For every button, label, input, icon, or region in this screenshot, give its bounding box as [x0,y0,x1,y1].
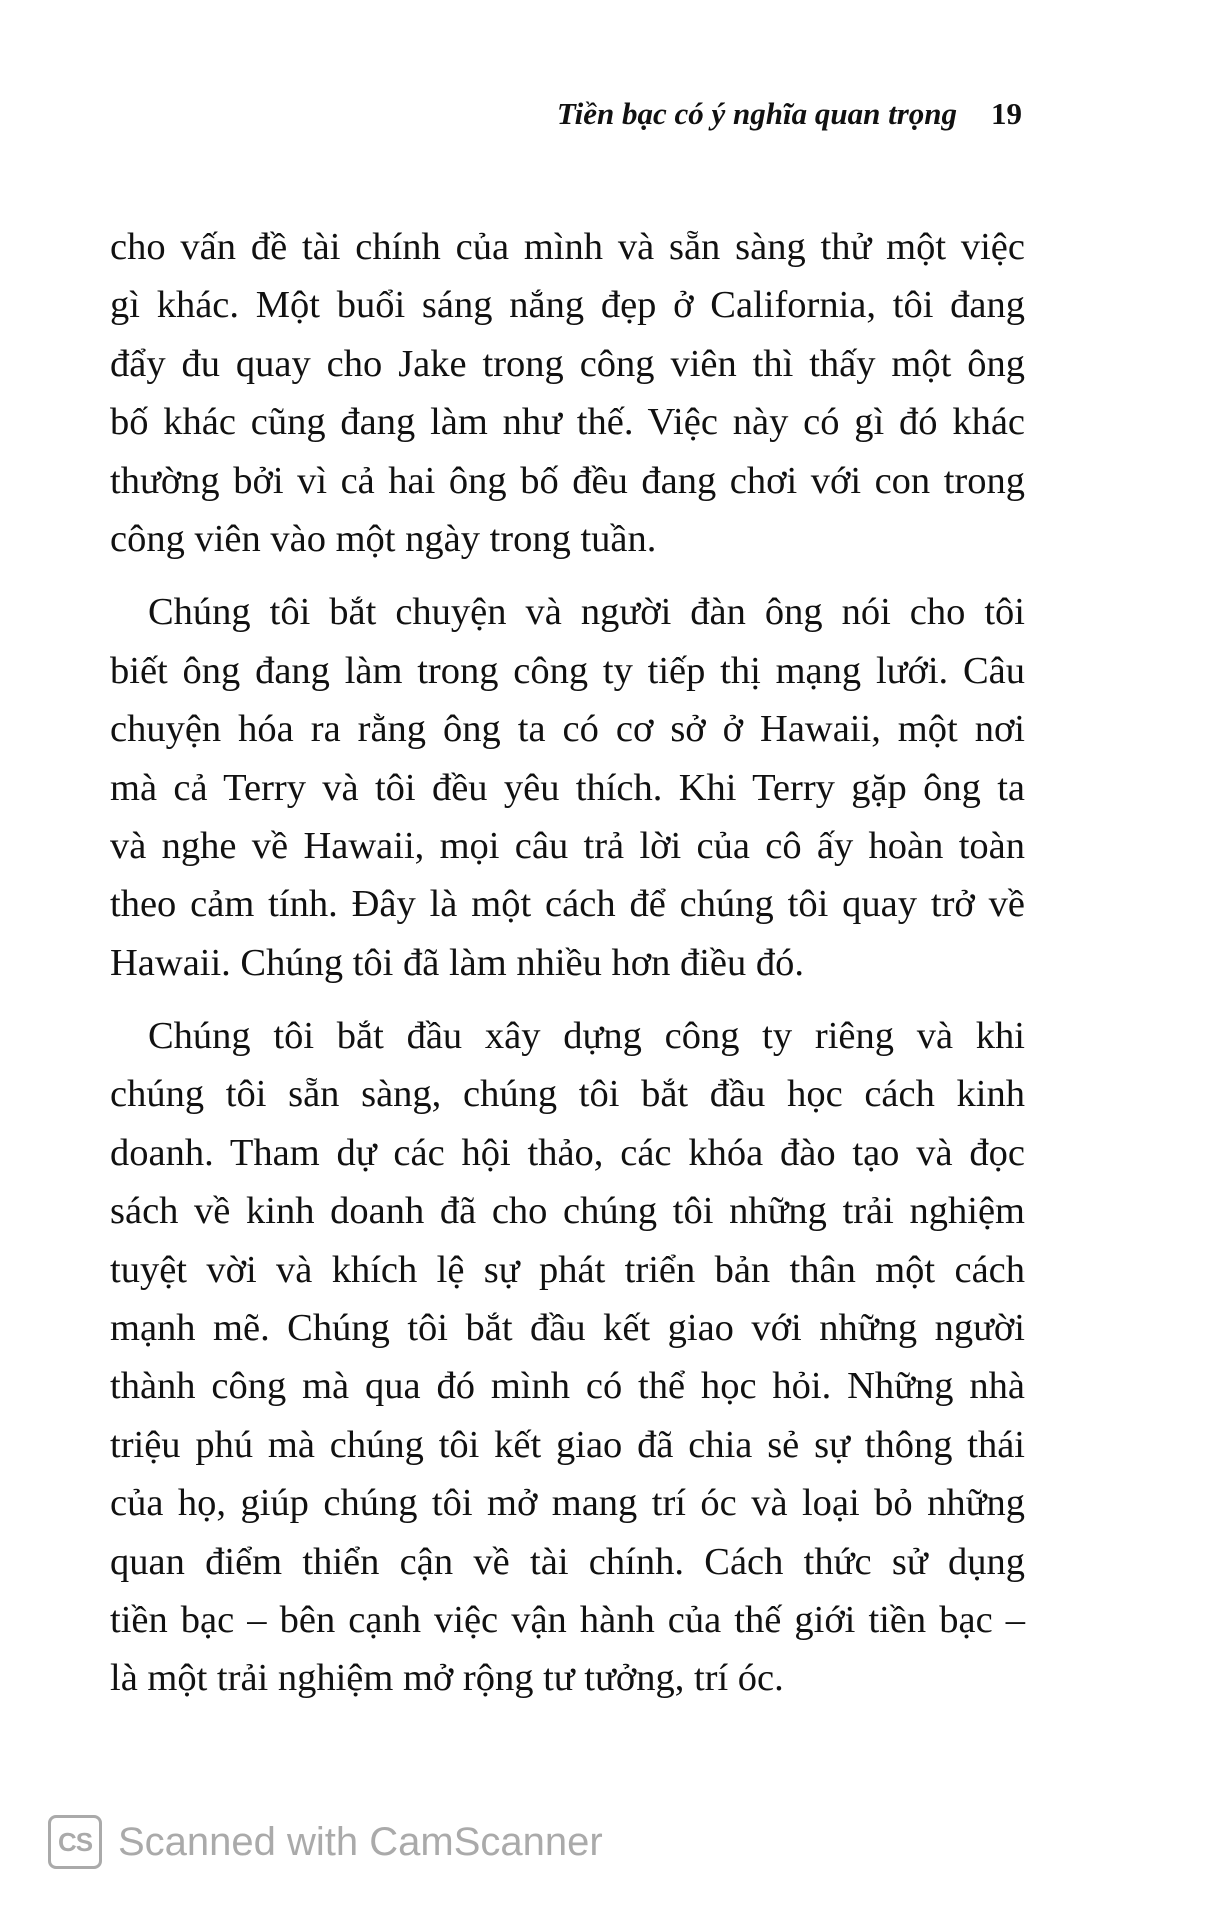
text-line: chúng tôi sẵn sàng, chúng tôi bắt đầu học cách kinh [110,1073,1025,1116]
text-line: tiền bạc – bên cạnh việc vận hành của thế giới tiền bạc – [110,1598,1025,1641]
text-line: cho vấn đề tài chính của mình và sẵn sàng thử một việc [110,226,1025,268]
paragraph [110,218,1025,568]
text-line: theo cảm tính. Đây là một cách để chúng tôi quay trở về [110,883,1025,926]
text-line: Hawaii. Chúng tôi đã làm nhiều hơn điều đó. [110,941,804,984]
paragraph [110,583,1025,992]
page-number: 19 [991,96,1022,131]
running-header [557,96,1022,132]
text-line: thường bởi vì cả hai ông bố đều đang chơi với con trong [110,459,1025,502]
text-line: Chúng tôi bắt đầu xây dựng công ty riêng và khi [148,1015,1025,1058]
text-line: sách về kinh doanh đã cho chúng tôi những trải nghiệm [110,1190,1025,1233]
text-line: bố khác cũng đang làm như thế. Việc này có gì đó khác [110,401,1025,444]
chapter-title: Tiền bạc có ý nghĩa quan trọng [556,96,957,131]
paragraph [110,1007,1025,1708]
text-line: chuyện hóa ra rằng ông ta có cơ sở ở Hawaii, một nơi [110,708,1025,751]
text-line: mà cả Terry và tôi đều yêu thích. Khi Terry gặp ông ta [110,766,1025,809]
body-text [110,218,1025,1723]
text-line: và nghe về Hawaii, mọi câu trả lời của cô ấy hoàn toàn [110,824,1025,867]
text-line: là một trải nghiệm mở rộng tư tưởng, trí óc. [110,1657,784,1700]
text-line: mạnh mẽ. Chúng tôi bắt đầu kết giao với những người [110,1307,1025,1350]
camscanner-watermark [48,1815,603,1869]
text-line: gì khác. Một buổi sáng nắng đẹp ở California, tôi đang [110,284,1025,327]
text-line: thành công mà qua đó mình có thể học hỏi. Những nhà [110,1365,1025,1408]
camscanner-logo-icon: CS [48,1815,102,1869]
text-line: công viên vào một ngày trong tuần. [110,517,657,560]
text-line: quan điểm thiển cận về tài chính. Cách thức sử dụng [110,1540,1025,1583]
text-line: của họ, giúp chúng tôi mở mang trí óc và loại bỏ những [110,1482,1025,1525]
text-line: biết ông đang làm trong công ty tiếp thị mạng lưới. Câu [110,649,1025,692]
text-line: doanh. Tham dự các hội thảo, các khóa đào tạo và đọc [110,1131,1025,1174]
text-line: đẩy đu quay cho Jake trong công viên thì thấy một ông [110,342,1025,385]
text-line: triệu phú mà chúng tôi kết giao đã chia sẻ sự thông thái [110,1423,1025,1466]
text-line: tuyệt vời và khích lệ sự phát triển bản thân một cách [110,1248,1025,1291]
text-line: Chúng tôi bắt chuyện và người đàn ông nói cho tôi [148,591,1025,634]
watermark-text: Scanned with CamScanner [118,1819,603,1864]
